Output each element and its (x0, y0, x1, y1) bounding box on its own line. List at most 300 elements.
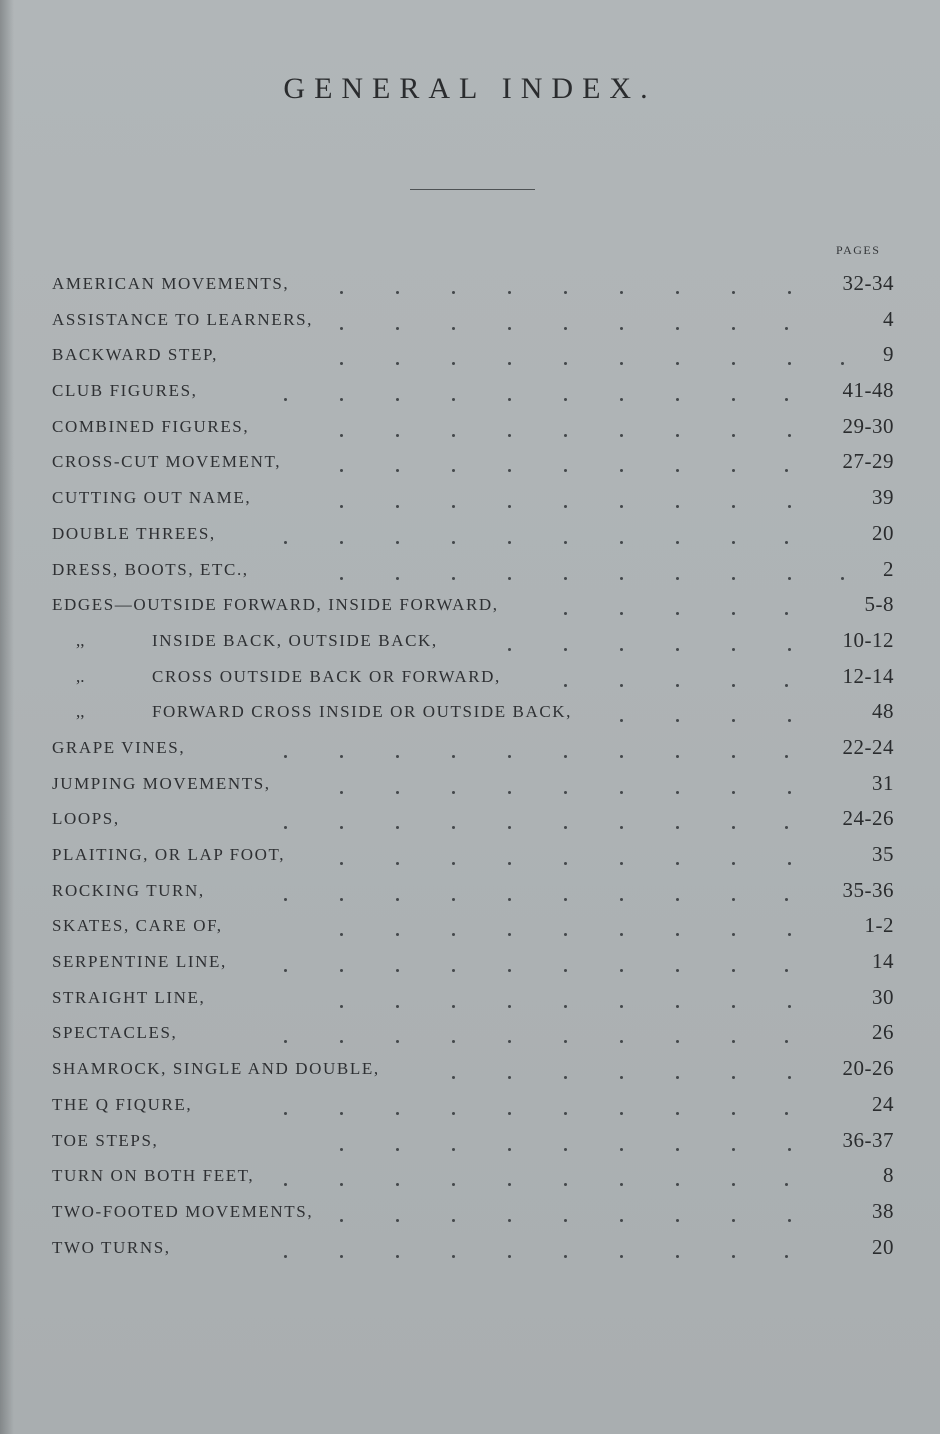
leader-dot (564, 791, 567, 794)
entry-label: TWO TURNS, (52, 1237, 171, 1257)
index-entry (52, 840, 894, 876)
leader-dot (396, 469, 399, 472)
leader-dot (396, 1112, 399, 1115)
leader-dot (396, 1148, 399, 1151)
entry-label: SERPENTINE LINE, (52, 952, 227, 972)
leader-dot (564, 327, 567, 330)
leader-dot (620, 969, 623, 972)
leader-dot (620, 684, 623, 687)
leader-dot (676, 469, 679, 472)
leader-dot (564, 1040, 567, 1043)
leader-dot (676, 791, 679, 794)
leader-dot (508, 1148, 511, 1151)
leader-dot (620, 612, 623, 615)
leader-dot (452, 398, 455, 401)
entry-label: EDGES—OUTSIDE FORWARD, INSIDE FORWARD, (52, 595, 499, 615)
entry-page-number: 39 (872, 485, 894, 510)
leader-dot (284, 1255, 287, 1258)
leader-dot (564, 898, 567, 901)
leader-dot (732, 327, 735, 330)
leader-dot (732, 577, 735, 580)
leader-dot (284, 541, 287, 544)
leader-dot (564, 1255, 567, 1258)
leader-dot (732, 648, 735, 651)
leader-dot (340, 1112, 343, 1115)
leader-dot (452, 327, 455, 330)
leader-dot (676, 1040, 679, 1043)
index-entry (52, 269, 894, 305)
index-entry (52, 305, 894, 341)
leader-dot (396, 398, 399, 401)
entry-label: DRESS, BOOTS, ETC., (52, 559, 249, 579)
leader-dot (732, 826, 735, 829)
leader-dot (452, 755, 455, 758)
leader-dot (676, 1005, 679, 1008)
ditto-mark: ,. (76, 666, 85, 686)
leader-dot (732, 1255, 735, 1258)
leader-dot (564, 612, 567, 615)
index-entry (52, 911, 894, 947)
leader-dot (785, 898, 788, 901)
entry-page-number: 38 (872, 1198, 894, 1223)
index-entry (52, 1090, 894, 1126)
leader-dot (396, 1040, 399, 1043)
index-entry (52, 983, 894, 1019)
leader-dot (452, 1112, 455, 1115)
leader-dot (396, 291, 399, 294)
leader-dot (452, 1183, 455, 1186)
leader-dot (676, 862, 679, 865)
leader-dot (340, 469, 343, 472)
leader-dot (284, 398, 287, 401)
leader-dot (676, 1183, 679, 1186)
leader-dot (284, 969, 287, 972)
leader-dot (564, 1076, 567, 1079)
leader-dot (620, 1183, 623, 1186)
leader-dot (732, 1005, 735, 1008)
leader-dot (396, 755, 399, 758)
index-entry (52, 662, 894, 698)
index-entry (52, 804, 894, 840)
leader-dot (788, 1076, 791, 1079)
index-entry (52, 412, 894, 448)
leader-dot (732, 291, 735, 294)
leader-dot (676, 684, 679, 687)
leader-dot (396, 933, 399, 936)
leader-dot (396, 541, 399, 544)
leader-dot (620, 327, 623, 330)
leader-dot (564, 1148, 567, 1151)
leader-dot (340, 1183, 343, 1186)
leader-dot (340, 1255, 343, 1258)
leader-dot (732, 398, 735, 401)
entry-page-number: 31 (872, 770, 894, 795)
leader-dot (732, 612, 735, 615)
leader-dot (452, 505, 455, 508)
leader-dot (564, 1005, 567, 1008)
leader-dot (452, 969, 455, 972)
entry-page-number: 20 (872, 1234, 894, 1259)
leader-dot (620, 826, 623, 829)
leader-dot (785, 469, 788, 472)
index-entry (52, 1054, 894, 1090)
leader-dot (620, 1112, 623, 1115)
leader-dot (732, 1040, 735, 1043)
leader-dot (284, 826, 287, 829)
leader-dot (785, 1183, 788, 1186)
leader-dot (732, 1148, 735, 1151)
leader-dot (508, 398, 511, 401)
leader-dot (396, 826, 399, 829)
entry-label: GRAPE VINES, (52, 737, 186, 757)
leader-dot (452, 291, 455, 294)
leader-dot (676, 648, 679, 651)
leader-dot (564, 398, 567, 401)
leader-dot (785, 1255, 788, 1258)
leader-dot (620, 1148, 623, 1151)
leader-dot (508, 1183, 511, 1186)
leader-dot (732, 1076, 735, 1079)
leader-dot (788, 1148, 791, 1151)
entry-label: SPECTACLES, (52, 1023, 178, 1043)
index-entry (52, 519, 894, 555)
entry-page-number: 8 (883, 1163, 894, 1188)
leader-dot (508, 327, 511, 330)
entry-page-number: 2 (883, 556, 894, 581)
leader-dot (788, 362, 791, 365)
leader-dot (732, 684, 735, 687)
leader-dot (732, 969, 735, 972)
leader-dot (785, 541, 788, 544)
leader-dot (676, 291, 679, 294)
leader-dot (508, 933, 511, 936)
entry-page-number: 32-34 (842, 271, 894, 295)
leader-dot (788, 648, 791, 651)
leader-dot (564, 541, 567, 544)
leader-dot (452, 541, 455, 544)
entry-label: PLAITING, OR LAP FOOT, (52, 845, 286, 864)
leader-dot (620, 434, 623, 437)
leader-dot (676, 577, 679, 580)
leader-dot (396, 969, 399, 972)
leader-dot (676, 755, 679, 758)
ditto-mark: ,, (76, 630, 85, 650)
leader-dot (785, 826, 788, 829)
pages-column-header: PAGES (836, 243, 881, 257)
leader-dot (620, 505, 623, 508)
leader-dot (788, 791, 791, 794)
leader-dot (396, 1183, 399, 1186)
leader-dot (452, 1040, 455, 1043)
leader-dot (676, 1148, 679, 1151)
leader-dot (508, 898, 511, 901)
leader-dot (508, 1005, 511, 1008)
leader-dot (676, 933, 679, 936)
leader-dot (620, 541, 623, 544)
leader-dot (732, 862, 735, 865)
leader-dot (396, 1005, 399, 1008)
leader-dot (788, 434, 791, 437)
leader-dot (340, 1005, 343, 1008)
leader-dot (788, 505, 791, 508)
leader-dot (676, 398, 679, 401)
leader-dot (452, 1219, 455, 1222)
leader-dot (620, 791, 623, 794)
leader-dot (620, 755, 623, 758)
leader-dot (452, 469, 455, 472)
leader-dot (340, 577, 343, 580)
leader-dot (452, 1076, 455, 1079)
leader-dot (452, 1255, 455, 1258)
ditto-mark: ,, (76, 702, 85, 722)
leader-dot (676, 612, 679, 615)
leader-dot (564, 684, 567, 687)
leader-dot (396, 577, 399, 580)
leader-dot (508, 1219, 511, 1222)
leader-dot (676, 1255, 679, 1258)
index-entry (52, 1233, 894, 1269)
leader-dot (284, 1040, 287, 1043)
entry-page-number: 27-29 (842, 449, 894, 474)
index-entry (52, 626, 894, 662)
leader-dot (564, 362, 567, 365)
leader-dot (284, 898, 287, 901)
leader-dot (564, 291, 567, 294)
leader-dot (508, 862, 511, 865)
leader-dot (452, 1148, 455, 1151)
leader-dot (508, 291, 511, 294)
leader-dot (508, 1112, 511, 1115)
leader-dot (620, 398, 623, 401)
leader-dot (732, 1183, 735, 1186)
leader-dot (788, 862, 791, 865)
entry-page-number: 41-48 (842, 378, 894, 403)
leader-dot (676, 719, 679, 722)
leader-dot (620, 291, 623, 294)
leader-dot (564, 969, 567, 972)
leader-dot (340, 898, 343, 901)
index-entry (52, 447, 894, 483)
leader-dot (676, 1219, 679, 1222)
leader-dot (785, 327, 788, 330)
leader-dot (396, 327, 399, 330)
index-entry (52, 483, 894, 519)
entry-label: TOE STEPS, (52, 1130, 159, 1150)
leader-dot (732, 719, 735, 722)
leader-dot (620, 898, 623, 901)
leader-dot (732, 362, 735, 365)
leader-dot (788, 1005, 791, 1008)
leader-dot (564, 933, 567, 936)
leader-dot (732, 1112, 735, 1115)
leader-dot (396, 434, 399, 437)
leader-dot (676, 434, 679, 437)
leader-dot (841, 577, 844, 580)
leader-dot (620, 933, 623, 936)
leader-dot (508, 1040, 511, 1043)
leader-dot (564, 1183, 567, 1186)
index-entry (52, 555, 894, 591)
leader-dot (732, 434, 735, 437)
index-entry (52, 1018, 894, 1054)
index-entry (52, 590, 894, 626)
leader-dot (788, 933, 791, 936)
entry-label: BACKWARD STEP, (52, 345, 218, 365)
entry-page-number: 35 (872, 842, 894, 866)
leader-dot (508, 826, 511, 829)
leader-dot (620, 1076, 623, 1079)
entry-label: SHAMROCK, SINGLE AND DOUBLE, (52, 1059, 380, 1079)
entry-label: AMERICAN MOVEMENTS, (52, 274, 290, 293)
page-title: GENERAL INDEX. (283, 72, 657, 105)
leader-dot (676, 1076, 679, 1079)
leader-dot (620, 1040, 623, 1043)
leader-dot (620, 577, 623, 580)
entry-label: ASSISTANCE TO LEARNERS, (52, 309, 314, 329)
index-entry (52, 876, 894, 912)
leader-dot (732, 541, 735, 544)
leader-dot (396, 898, 399, 901)
entry-page-number: 5-8 (864, 592, 894, 617)
entry-label: COMBINED FIGURES, (52, 416, 250, 436)
leader-dot (785, 969, 788, 972)
leader-dot (396, 862, 399, 865)
leader-dot (785, 755, 788, 758)
leader-dot (620, 469, 623, 472)
leader-dot (732, 898, 735, 901)
entry-page-number: 26 (872, 1020, 894, 1045)
entry-label: CROSS-CUT MOVEMENT, (52, 452, 282, 472)
leader-dot (340, 791, 343, 794)
leader-dot (732, 1219, 735, 1222)
leader-dot (564, 1219, 567, 1222)
entry-page-number: 24-26 (842, 806, 894, 831)
leader-dot (508, 541, 511, 544)
entry-label: ROCKING TURN, (52, 880, 205, 900)
index-entries (52, 269, 894, 1268)
index-entry (52, 1126, 894, 1162)
leader-dot (788, 291, 791, 294)
leader-dot (508, 1076, 511, 1079)
leader-dot (676, 826, 679, 829)
index-entry (52, 947, 894, 983)
leader-dot (676, 327, 679, 330)
leader-dot (340, 826, 343, 829)
leader-dot (564, 755, 567, 758)
leader-dot (676, 362, 679, 365)
leader-dot (340, 1219, 343, 1222)
entry-label: LOOPS, (52, 809, 120, 829)
entry-label: DOUBLE THREES, (52, 523, 216, 543)
leader-dot (340, 755, 343, 758)
entry-page-number: 22-24 (842, 734, 894, 759)
leader-dot (340, 541, 343, 544)
leader-dot (564, 1112, 567, 1115)
leader-dot (788, 1219, 791, 1222)
entry-label: CUTTING OUT NAME, (52, 488, 252, 508)
leader-dot (452, 577, 455, 580)
entry-label: CLUB FIGURES, (52, 381, 198, 401)
leader-dot (284, 1183, 287, 1186)
entry-page-number: 20 (872, 520, 894, 545)
leader-dot (396, 362, 399, 365)
leader-dot (564, 648, 567, 651)
leader-dot (508, 505, 511, 508)
leader-dot (508, 1255, 511, 1258)
leader-dot (340, 505, 343, 508)
leader-dot (620, 719, 623, 722)
leader-dot (340, 327, 343, 330)
leader-dot (785, 684, 788, 687)
entry-page-number: 29-30 (842, 413, 894, 438)
leader-dot (340, 291, 343, 294)
leader-dot (340, 862, 343, 865)
entry-label: TURN ON BOTH FEET, (52, 1166, 255, 1186)
entry-page-number: 35-36 (842, 877, 894, 902)
leader-dot (396, 1219, 399, 1222)
entry-label: STRAIGHT LINE, (52, 987, 206, 1007)
entry-page-number: 36-37 (842, 1127, 894, 1152)
leader-dot (676, 1112, 679, 1115)
index-entry (52, 1161, 894, 1197)
leader-dot (452, 791, 455, 794)
leader-dot (620, 362, 623, 365)
leader-dot (676, 969, 679, 972)
leader-dot (284, 1112, 287, 1115)
leader-dot (788, 719, 791, 722)
entry-label: TWO-FOOTED MOVEMENTS, (52, 1201, 314, 1221)
leader-dot (841, 362, 844, 365)
entry-page-number: 14 (872, 949, 894, 974)
entry-page-number: 4 (883, 306, 894, 331)
leader-dot (396, 1255, 399, 1258)
leader-dot (340, 1148, 343, 1151)
leader-dot (508, 362, 511, 365)
title-rule (410, 189, 535, 190)
entry-label: FORWARD CROSS INSIDE OR OUTSIDE BACK, (152, 702, 573, 722)
index-entry (52, 697, 894, 733)
leader-dot (508, 755, 511, 758)
entry-label: JUMPING MOVEMENTS, (52, 773, 271, 793)
leader-dot (284, 755, 287, 758)
leader-dot (732, 933, 735, 936)
leader-dot (508, 469, 511, 472)
entry-label: CROSS OUTSIDE BACK OR FORWARD, (152, 666, 501, 686)
leader-dot (732, 755, 735, 758)
leader-dot (452, 862, 455, 865)
leader-dot (340, 933, 343, 936)
leader-dot (564, 577, 567, 580)
leader-dot (785, 1112, 788, 1115)
leader-dot (676, 898, 679, 901)
leader-dot (564, 862, 567, 865)
leader-dot (340, 434, 343, 437)
leader-dot (620, 862, 623, 865)
leader-dot (508, 434, 511, 437)
leader-dot (452, 933, 455, 936)
leader-dot (508, 969, 511, 972)
leader-dot (340, 362, 343, 365)
leader-dot (785, 1040, 788, 1043)
leader-dot (564, 505, 567, 508)
leader-dot (788, 577, 791, 580)
leader-dot (620, 1255, 623, 1258)
entry-page-number: 20-26 (842, 1056, 894, 1081)
leader-dot (452, 434, 455, 437)
entry-label: SKATES, CARE OF, (52, 916, 223, 936)
index-entry (52, 733, 894, 769)
leader-dot (452, 826, 455, 829)
